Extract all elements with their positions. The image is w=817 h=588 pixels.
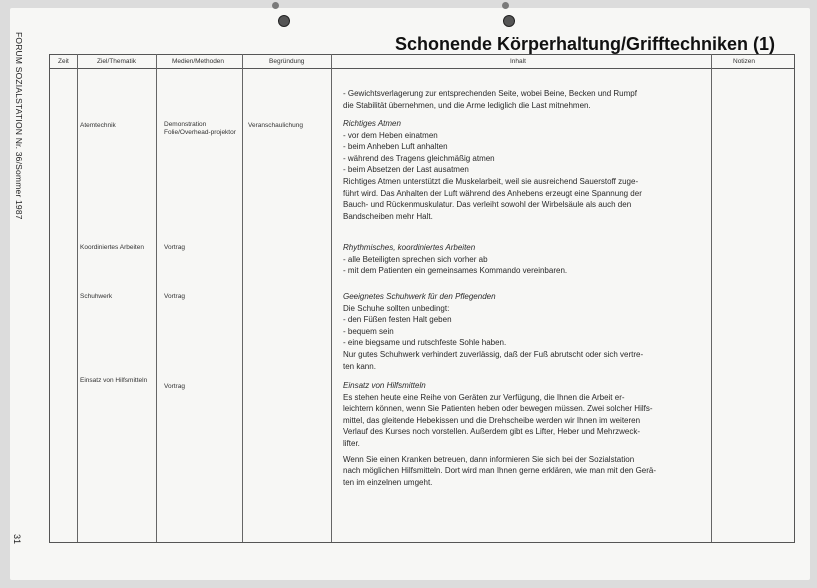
content-line: ten im einzelnen umgeht.	[343, 477, 433, 487]
column-divider	[711, 54, 712, 542]
content-text	[343, 242, 703, 277]
content-line: lifter.	[343, 438, 360, 448]
column-divider	[242, 54, 243, 542]
content-line: Richtiges Atmen unterstützt die Muskelarbeit, weil sie ausreichend Sauerstoff zuge-	[343, 176, 639, 186]
section-heading: Geeignetes Schuhwerk für den Pflegenden	[343, 292, 496, 301]
content-line: - beim Anheben Luft anhalten	[343, 142, 448, 152]
column-divider	[77, 54, 78, 542]
content-line: Bandscheiben mehr Halt.	[343, 211, 433, 221]
medien-cell: Vortrag	[164, 244, 185, 251]
page-number: 31	[12, 534, 22, 545]
content-line: - beim Absetzen der Last ausatmen	[343, 165, 469, 175]
content-line: - Gewichtsverlagerung zur entsprechenden Seite, wobei Beine, Becken und Rumpf	[343, 89, 637, 98]
content-line: - mit dem Patienten ein gemeinsames Kommando vereinbaren.	[343, 266, 568, 276]
content-line: Es stehen heute eine Reihe von Geräten zur Verfügung, die Ihnen die Arbeit er-	[343, 392, 625, 402]
content-text	[343, 118, 703, 222]
content-line: Bauch- und Rückenmuskulatur. Das verleiht sowohl der Wirbelsäule als auch den	[343, 200, 632, 210]
content-line: Verlauf des Kurses noch vorstellen. Außerdem gibt es Lifter, Heber und Mehrzweck-	[343, 427, 641, 437]
content-line: - vor dem Heben einatmen	[343, 130, 438, 140]
content-line: Wenn Sie einen Kranken betreuen, dann informieren Sie sich bei der Sozialstation	[343, 454, 635, 464]
column-header-zeit: Zeit	[58, 58, 69, 65]
content-line: Nur gutes Schuhwerk verhindert zuverlässig, daß der Fuß abrutscht oder sich vertre-	[343, 349, 644, 359]
medien-cell: Demonstration Folie/Overhead-projektor	[164, 121, 236, 136]
column-header-ziel: Ziel/Thematik	[97, 58, 137, 65]
content-line: - eine biegsame und rutschfeste Sohle haben.	[343, 338, 507, 348]
content-line: nach möglichen Hilfsmitteln. Dort wird man Ihnen gerne erklären, wie man mit den Gerä-	[343, 466, 657, 476]
column-header-begruendung: Begründung	[269, 58, 305, 65]
binder-hole	[272, 2, 279, 9]
ziel-cell: Atemtechnik	[80, 122, 116, 129]
content-line: führt wird. Das Anhalten der Luft während des Anhebens erzeugt eine Spannung der	[343, 188, 642, 198]
page-title: Schonende Körperhaltung/Grifftechniken (1)	[395, 34, 776, 54]
ziel-cell: Einsatz von Hilfsmitteln	[80, 377, 148, 384]
medien-cell: Vortrag	[164, 293, 185, 300]
content-line: leichtern können, wenn Sie Patienten heben oder bewegen müssen. Zwei solcher Hilfs-	[343, 404, 653, 414]
header-divider	[49, 68, 794, 69]
content-line: ten kann.	[343, 361, 376, 371]
medien-cell: Vortrag	[164, 383, 185, 390]
content-text	[343, 380, 703, 488]
content-line: - während des Tragens gleichmäßig atmen	[343, 153, 495, 163]
content-text	[343, 88, 703, 111]
punch-hole	[278, 15, 290, 27]
punch-hole	[503, 15, 515, 27]
column-header-notizen: Notizen	[733, 58, 756, 65]
content-line: mittel, das gleitende Hebekissen und die Drehscheibe werden wir Ihnen im weiteren	[343, 415, 641, 425]
column-divider	[156, 54, 157, 542]
binder-hole	[502, 2, 509, 9]
ziel-cell: Koordiniertes Arbeiten	[80, 244, 144, 251]
content-line: - den Füßen festen Halt geben	[343, 315, 452, 325]
content-text	[343, 291, 703, 372]
section-heading: Einsatz von Hilfsmitteln	[343, 381, 426, 390]
content-line: - alle Beteiligten sprechen sich vorher ab	[343, 254, 488, 264]
begruendung-cell: Veranschaulichung	[248, 122, 303, 129]
column-header-inhalt: Inhalt	[510, 58, 526, 65]
column-header-medien: Medien/Methoden	[172, 58, 225, 65]
section-heading: Richtiges Atmen	[343, 119, 401, 128]
content-line: - bequem sein	[343, 326, 394, 336]
content-line: die Stabilität übernehmen, und die Arme lediglich die Last mitnehmen.	[343, 100, 591, 110]
journal-reference: FORUM SOZIALSTATION Nr. 36/Sommer 1987	[14, 32, 24, 220]
column-divider	[331, 54, 332, 542]
section-heading: Rhythmisches, koordiniertes Arbeiten	[343, 243, 476, 252]
ziel-cell: Schuhwerk	[80, 293, 113, 300]
content-line: Die Schuhe sollten unbedingt:	[343, 303, 450, 313]
